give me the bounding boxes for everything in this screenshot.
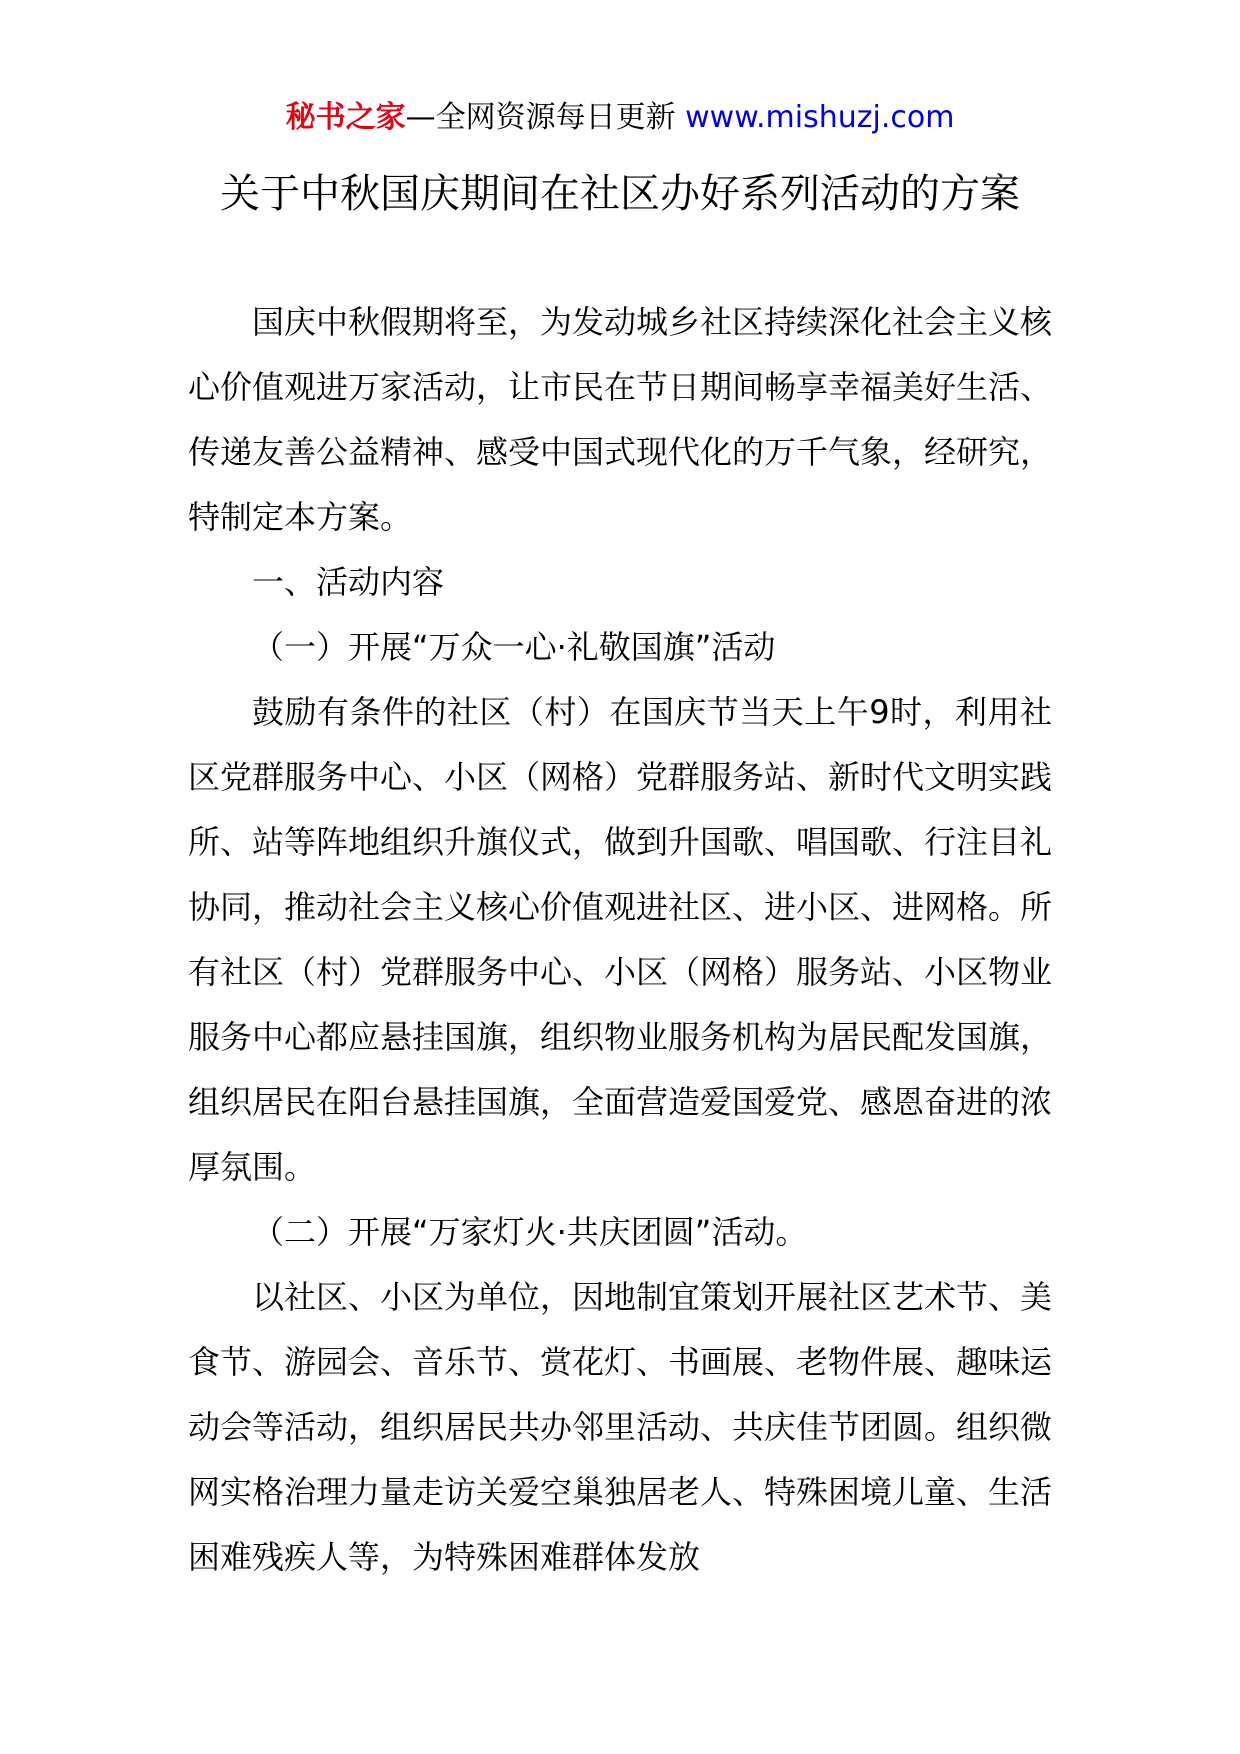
site-url-link[interactable]: www.mishuzj.com [685, 100, 955, 135]
subsection-heading-flag: （一）开展“万众一心·礼敬国旗”活动 [252, 628, 776, 666]
reunion-activity-paragraph: 以社区、小区为单位，因地制宜策划开展社区艺术节、美食节、游园会、音乐节、赏花灯、书画展、老物件展、趣味运动会等活动，组织居民共办邻里活动、共庆佳节团圆。组织微网实格治理力量走访关爱空巢独居老人、特殊困境儿童、生活困难残疾人等，为特殊困难群体发放 [188, 1278, 1053, 1576]
flag-activity-paragraph: 鼓励有条件的社区（村）在国庆节当天上午9时，利用社区党群服务中心、小区（网格）党群服务站、新时代文明实践所、站等阵地组织升旗仪式，做到升国歌、唱国歌、行注目礼协同，推动社会主义核心价值观进社区、进小区、进网格。所有社区（村）党群服务中心、小区（网格）服务站、小区物业服务中心都应悬挂国旗，组织物业服务机构为居民配发国旗，组织居民在阳台悬挂国旗，全面营造爱国爱党、感恩奋进的浓厚氛围。 [188, 693, 1053, 1186]
section-heading-activities: 一、活动内容 [252, 563, 445, 601]
intro-paragraph: 国庆中秋假期将至，为发动城乡社区持续深化社会主义核心价值观进万家活动，让市民在节日期间畅享幸福美好生活、传递友善公益精神、感受中国式现代化的万千气象，经研究，特制定本方案。 [188, 303, 1053, 536]
site-brand: 秘书之家 [285, 100, 406, 135]
document-body [188, 290, 1052, 1590]
site-slogan: —全网资源每日更新 [405, 100, 686, 135]
subsection-heading-reunion: （二）开展“万家灯火·共庆团圆”活动。 [252, 1213, 808, 1251]
site-header [0, 98, 1240, 138]
document-title: 关于中秋国庆期间在社区办好系列活动的方案 [220, 171, 1020, 217]
